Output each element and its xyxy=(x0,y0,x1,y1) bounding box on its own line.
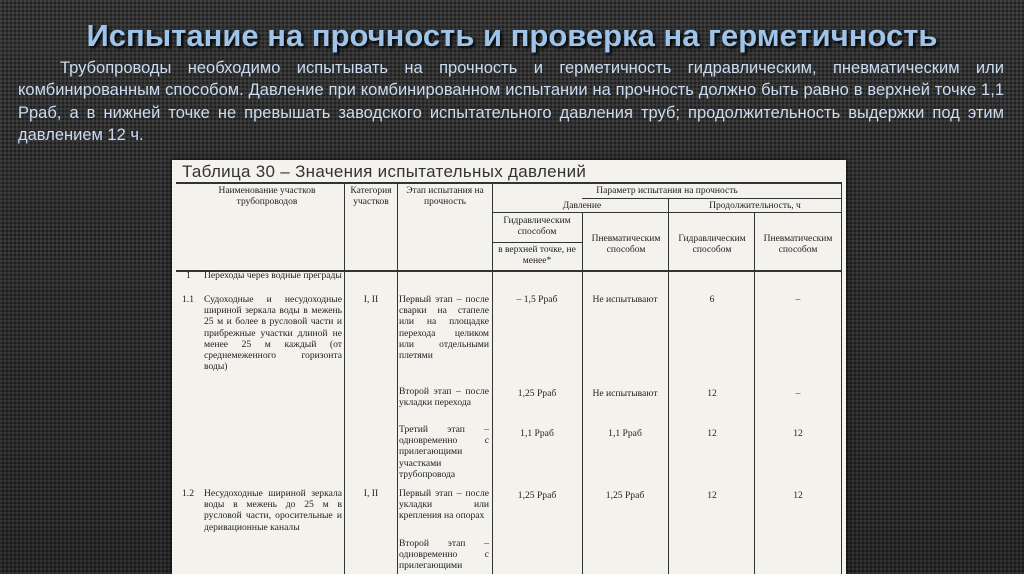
table-rule xyxy=(492,242,582,243)
header-param-group: Параметр испытания на прочность xyxy=(596,186,738,196)
row-pneumatic-pressure: Не испытывают xyxy=(592,294,658,305)
row-stage: Первый этап – после укладки или крепления на опорах xyxy=(399,488,489,522)
slide-title: Испытание на прочность и проверка на герметичность xyxy=(86,18,938,53)
row-number: 1.2 xyxy=(182,488,194,499)
row-pneumatic-duration: – xyxy=(795,388,801,399)
header-duration-group: Продолжительность, ч xyxy=(709,201,801,211)
row-hydraulic-pressure: 1,25 Pраб xyxy=(517,388,557,399)
header-section-name: Наименование участков трубопроводов xyxy=(218,186,316,207)
table-caption: Таблица 30 – Значения испытательных давлений xyxy=(182,162,587,181)
row-stage: Первый этап – после сварки на стапеле или на площадке перехода целиком или отдельными плетями xyxy=(399,294,489,362)
table-rule xyxy=(582,198,842,199)
table-rule xyxy=(492,212,842,213)
row-stage: Третий этап – одновременно с прилегающими участками трубопровода xyxy=(399,424,489,480)
row-section-name: Переходы через водные преграды xyxy=(204,270,342,281)
row-category: I, II xyxy=(363,294,379,305)
header-hydraulic-pressure: Гидравлическим способом xyxy=(503,216,571,237)
table-rule xyxy=(841,182,842,574)
table-scan xyxy=(172,160,846,574)
row-hydraulic-pressure: – 1,5 Pраб xyxy=(516,294,558,305)
header-hydraulic-duration: Гидравлическим способом xyxy=(678,234,746,255)
header-pneumatic-pressure: Пневматическим способом xyxy=(591,234,661,255)
header-hydraulic-note: в верхней точке, не менее* xyxy=(498,245,576,266)
table-rule xyxy=(668,198,669,574)
row-pneumatic-pressure: 1,1 Pраб xyxy=(608,428,642,439)
table-rule xyxy=(397,182,398,574)
row-hydraulic-duration: 6 xyxy=(709,294,715,305)
header-stage: Этап испытания на прочность xyxy=(406,186,484,207)
row-hydraulic-pressure: 1,25 Pраб xyxy=(517,490,557,501)
row-pneumatic-pressure: 1,25 Pраб xyxy=(605,490,645,501)
row-pneumatic-pressure: Не испытывают xyxy=(592,388,658,399)
header-pressure-group: Давление xyxy=(562,201,602,211)
table-rule xyxy=(344,182,345,574)
header-category: Категория участков xyxy=(350,186,392,207)
row-hydraulic-duration: 12 xyxy=(707,428,717,439)
row-section-name: Несудоходные шириной зеркала воды в межень до 25 м в русловой части, оросительные и деривационные каналы xyxy=(204,488,342,533)
row-pneumatic-duration: 12 xyxy=(793,428,803,439)
row-stage: Второй этап – одновременно с прилегающими xyxy=(399,538,489,572)
row-category: I, II xyxy=(363,488,379,499)
table-rule xyxy=(492,182,493,574)
row-stage: Второй этап – после укладки перехода xyxy=(399,386,489,409)
table-rule xyxy=(176,182,842,184)
row-section-name: Судоходные и несудоходные шириной зеркала воды в межень 25 м и более в русловой части и прибрежные участки длиной не менее 25 м каждый (от среднемеженного горизонта воды) xyxy=(204,294,342,373)
body-paragraph: Трубопроводы необходимо испытывать на прочность и герметичность гидравлическим, пневматическим или комбинированным способом. Давление при комбинированном испытании на прочность должно быть равно в верхней точке 1,1 Рраб, а в нижней точке не превышать заводского испытательного давления труб; продолжительность выдержки под этим давлением 12 ч. xyxy=(18,59,1004,144)
table-rule xyxy=(582,212,583,574)
table-rule xyxy=(754,212,755,574)
row-hydraulic-duration: 12 xyxy=(707,490,717,501)
row-number: 1 xyxy=(186,270,191,281)
row-hydraulic-duration: 12 xyxy=(707,388,717,399)
row-pneumatic-duration: – xyxy=(795,294,801,305)
row-pneumatic-duration: 12 xyxy=(793,490,803,501)
row-number: 1.1 xyxy=(182,294,194,305)
header-pneumatic-duration: Пневматическим способом xyxy=(763,234,833,255)
row-hydraulic-pressure: 1,1 Pраб xyxy=(520,428,554,439)
